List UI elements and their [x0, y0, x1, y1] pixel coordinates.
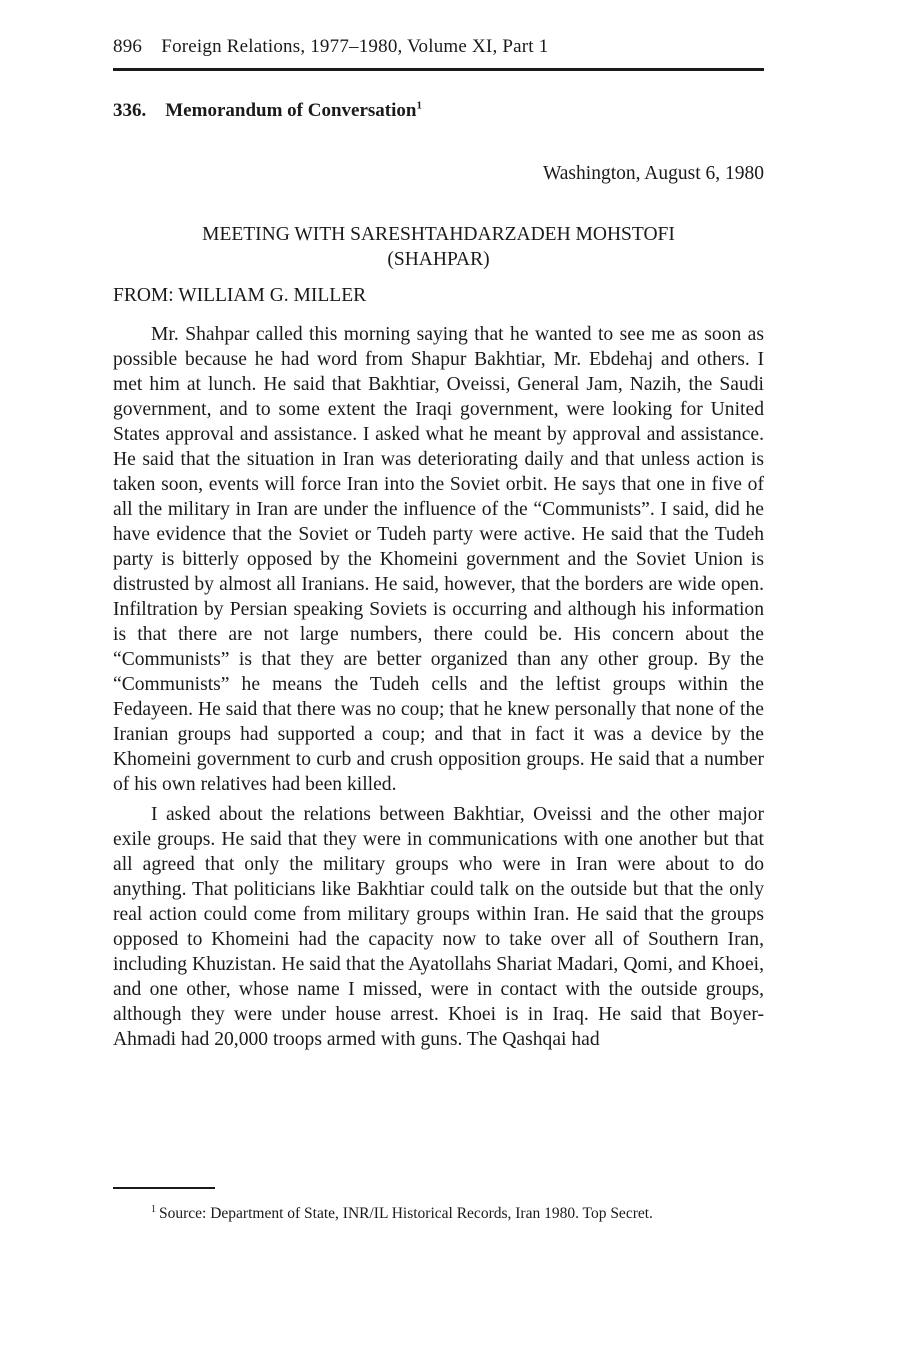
paragraph-2: I asked about the relations between Bakhtiar, Oveissi and the other major exile groups. He said that they were in communications with one another but that all agreed that only the military groups who were in Iran were about to do anything. That politicians like Bakhtiar could talk on the outside but that the only real action could come from military groups within Iran. He said that the groups opposed to Khomeini had the capacity now to take over all of Southern Iran, including Khuzistan. He said that the Ayatollahs Shariat Madari, Qomi, and Khoei, and one other, whose name I missed, were in contact with the outside groups, although they were under house arrest. Khoei is in Iraq. He said that Boyer-Ahmadi had 20,000 troops armed with guns. The Qashqai had — [113, 804, 764, 1050]
footnote-marker: 1 — [151, 1203, 156, 1215]
from-line: FROM: WILLIAM G. MILLER — [113, 285, 367, 306]
paragraph-1: Mr. Shahpar called this morning saying that he wanted to see me as soon as possible because he had word from Shapur Bakhtiar, Mr. Ebdehaj and others. I met him at lunch. He said that Bakhtiar, Oveissi, General Jam, Nazih, the Saudi government, and to some extent the Iraqi government, were looking for United States approval and assistance. I asked what he meant by approval and assistance. He said that the situation in Iran was deteriorating daily and that unless action is taken soon, events will force Iran into the Soviet orbit. He says that one in five of all the military in Iran are under the influence of the “Communists”. I said, did he have evidence that the Soviet or Tudeh party were active. He said that the Tudeh party is bitterly opposed by the Khomeini government and the Soviet Union is distrusted by almost all Iranians. He said, however, that the borders are wide open. Infiltration by Persian speaking Soviets is occurring and although his information is that there are not large numbers, there could be. His concern about the “Communists” is that they are better organized than any other group. By the “Communists” he means the Tudeh cells and the leftist groups within the Fedayeen. He said that there was no coup; that he knew personally that none of the Iranian groups had supported a coup; and that in fact it was a device by the Khomeini government to curb and crush opposition groups. He said that a number of his own relatives had been killed. — [113, 324, 764, 795]
body-text — [113, 322, 764, 1057]
dateline: Washington, August 6, 1980 — [542, 163, 764, 184]
header-rule — [113, 68, 764, 71]
subject-line-2: (SHAHPAR) — [387, 249, 490, 270]
document-title — [113, 100, 422, 122]
footnote-rule — [113, 1187, 215, 1189]
document-title-text: 336. Memorandum of Conversation — [113, 100, 417, 121]
subject-line-1: MEETING WITH SARESHTAHDARZADEH MOHSTOFI — [202, 224, 675, 245]
subject-heading — [113, 222, 764, 272]
footnote — [151, 1205, 653, 1223]
footnote-text: Source: Department of State, INR/IL Historical Records, Iran 1980. Top Secret. — [159, 1205, 653, 1222]
footnote-reference: 1 — [416, 99, 422, 112]
running-head: 896 Foreign Relations, 1977–1980, Volume XI, Part 1 — [113, 36, 549, 57]
